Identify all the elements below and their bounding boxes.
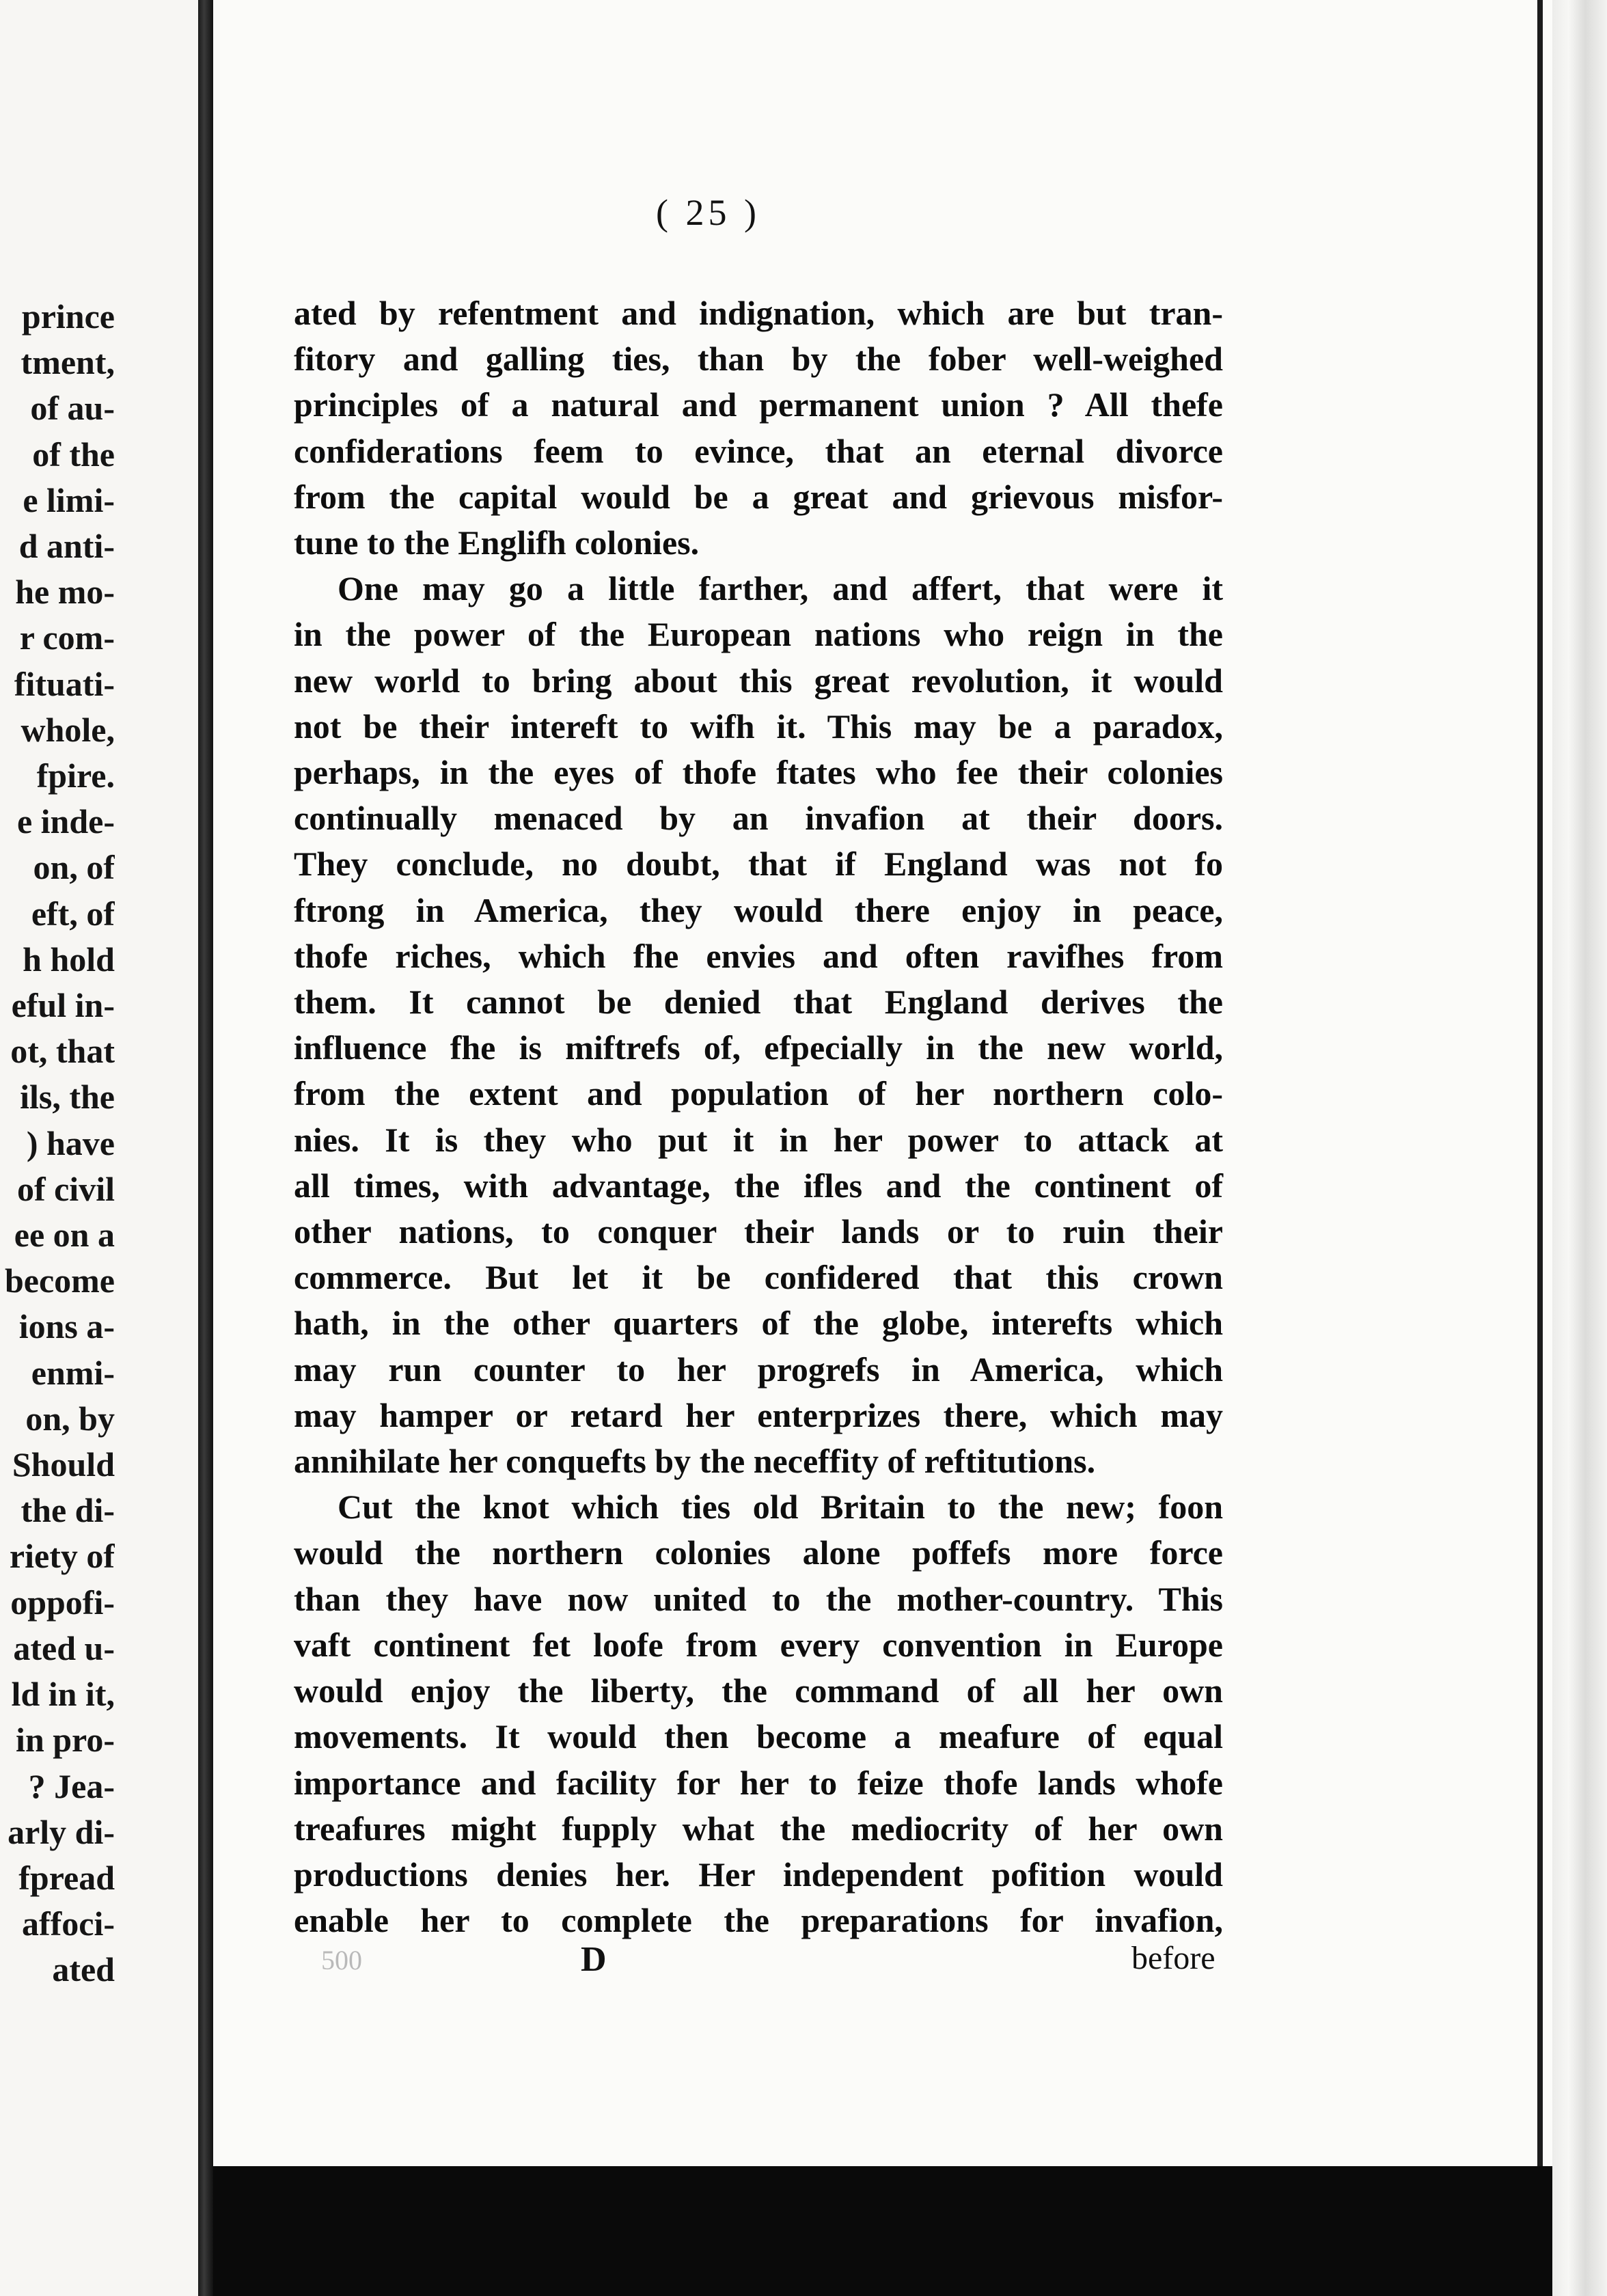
facing-page-line: ld in it,	[11, 1675, 115, 1714]
text-line: would the northern colonies alone poffefs more force	[294, 1533, 1223, 1572]
facing-page-line: ? Jea-	[28, 1766, 115, 1805]
facing-page-line: fpire.	[36, 756, 115, 795]
facing-page-line: r com-	[19, 618, 115, 657]
text-line: other nations, to conquer their lands or to ruin their	[294, 1212, 1223, 1251]
facing-page-line: fpread	[18, 1858, 115, 1897]
text-line: from the extent and population of her northern colo-	[294, 1074, 1223, 1113]
facing-page-line: ils, the	[20, 1078, 115, 1117]
facing-page-line: h hold	[23, 940, 115, 979]
text-line: not be their intereft to wifh it. This may be a paradox,	[294, 707, 1223, 746]
text-line: One may go a little farther, and affert, that were it	[338, 569, 1223, 608]
text-line: ated by refentment and indignation, which are but tran-	[294, 294, 1223, 332]
text-line: confiderations feem to evince, that an eternal divorce	[294, 431, 1223, 470]
text-line: in the power of the European nations who reign in the	[294, 615, 1223, 654]
facing-page-line: become	[4, 1261, 115, 1300]
facing-page-line: whole,	[20, 710, 115, 749]
facing-page-line: ) have	[26, 1123, 115, 1162]
facing-page-line: ated u-	[13, 1628, 115, 1667]
printer-signature-mark: D	[581, 1940, 607, 1979]
text-line: ftrong in America, they would there enjoy in peace,	[294, 890, 1223, 929]
text-line: enable her to complete the preparations for invafion,	[294, 1901, 1223, 1940]
body-text	[294, 290, 1223, 1943]
catchword: before	[1131, 1940, 1215, 1976]
text-line: may hamper or retard her enterprizes there, which may	[294, 1395, 1223, 1434]
facing-page-line: prince	[21, 297, 115, 336]
facing-page-line: e inde-	[16, 802, 115, 841]
page-edge-shadow	[1537, 0, 1543, 2166]
text-line: them. It cannot be denied that England derives the	[294, 983, 1223, 1022]
text-line: from the capital would be a great and grievous misfor-	[294, 477, 1223, 516]
text-line: movements. It would then become a meafure of equal	[294, 1717, 1223, 1756]
facing-page-line: he mo-	[15, 573, 115, 612]
facing-page-line: enmi-	[31, 1353, 115, 1392]
text-line: thofe riches, which fhe envies and often ravifhes from	[294, 936, 1223, 975]
facing-page-line: d anti-	[18, 527, 115, 566]
page-number: ( 25 )	[656, 192, 760, 233]
text-line: annihilate her conquefts by the neceffity of reftitutions.	[294, 1442, 1096, 1481]
text-line: perhaps, in the eyes of thofe ftates who fee their colonies	[294, 753, 1223, 792]
text-line: Cut the knot which ties old Britain to the new; foon	[338, 1488, 1223, 1527]
text-line: would enjoy the liberty, the command of all her own	[294, 1671, 1223, 1710]
facing-page-text	[0, 294, 115, 1993]
facing-page-line: on, of	[33, 848, 115, 887]
text-line: hath, in the other quarters of the globe, interefts which	[294, 1304, 1223, 1343]
text-line: may run counter to her progrefs in America, which	[294, 1350, 1223, 1389]
facing-page-line: fituati-	[14, 664, 115, 703]
facing-page-line: ions a-	[18, 1307, 115, 1346]
text-line: importance and facility for her to feize thofe lands whofe	[294, 1763, 1223, 1802]
facing-page-line: Should	[12, 1445, 115, 1484]
text-line: new world to bring about this great revolution, it would	[294, 661, 1223, 700]
text-line: vaft continent fet loofe from every convention in Europe	[294, 1625, 1223, 1664]
facing-page-fragment	[0, 0, 198, 2296]
text-line: all times, with advantage, the ifles and the continent of	[294, 1166, 1223, 1205]
facing-page-line: ot, that	[10, 1032, 115, 1071]
facing-page-line: ee on a	[14, 1216, 115, 1255]
facing-page-line: in pro-	[16, 1721, 115, 1760]
facing-page-line: ated	[52, 1950, 115, 1989]
facing-page-line: e limi-	[23, 480, 115, 519]
text-line: influence fhe is miftrefs of, efpecially in the new world,	[294, 1028, 1223, 1067]
text-line: continually menaced by an invafion at their doors.	[294, 799, 1223, 838]
text-line: treafures might fupply what the mediocrity of her own	[294, 1809, 1223, 1848]
facing-page-line: of au-	[30, 389, 115, 428]
facing-page-line: tment,	[20, 343, 115, 382]
text-line: nies. It is they who put it in her power to attack at	[294, 1120, 1223, 1159]
page-edge-stack	[1552, 0, 1607, 2296]
facing-page-line: oppofi-	[10, 1583, 115, 1622]
book-gutter	[198, 0, 213, 2296]
facing-page-line: arly di-	[8, 1812, 115, 1851]
text-line: than they have now united to the mother-country. This	[294, 1579, 1223, 1618]
facing-page-line: eft, of	[31, 894, 115, 933]
facing-page-line: eful in-	[11, 986, 115, 1025]
text-line: principles of a natural and permanent union ? All thefe	[294, 385, 1223, 424]
facing-page-line: of civil	[16, 1169, 115, 1208]
scan-bottom-border	[213, 2166, 1552, 2296]
text-line: tune to the Englifh colonies.	[294, 523, 700, 562]
text-line: fitory and galling ties, than by the fober well-weighed	[294, 340, 1223, 379]
text-line: commerce. But let it be confidered that this crown	[294, 1258, 1223, 1297]
facing-page-line: riety of	[9, 1537, 115, 1576]
facing-page-line: affoci-	[21, 1904, 115, 1943]
text-line: They conclude, no doubt, that if England was not fo	[294, 845, 1223, 884]
faint-stamp-mark: 500	[321, 1945, 362, 1976]
text-line: productions denies her. Her independent pofition would	[294, 1855, 1223, 1894]
facing-page-line: the di-	[20, 1491, 115, 1530]
facing-page-line: on, by	[25, 1399, 115, 1438]
facing-page-line: of the	[32, 435, 115, 474]
